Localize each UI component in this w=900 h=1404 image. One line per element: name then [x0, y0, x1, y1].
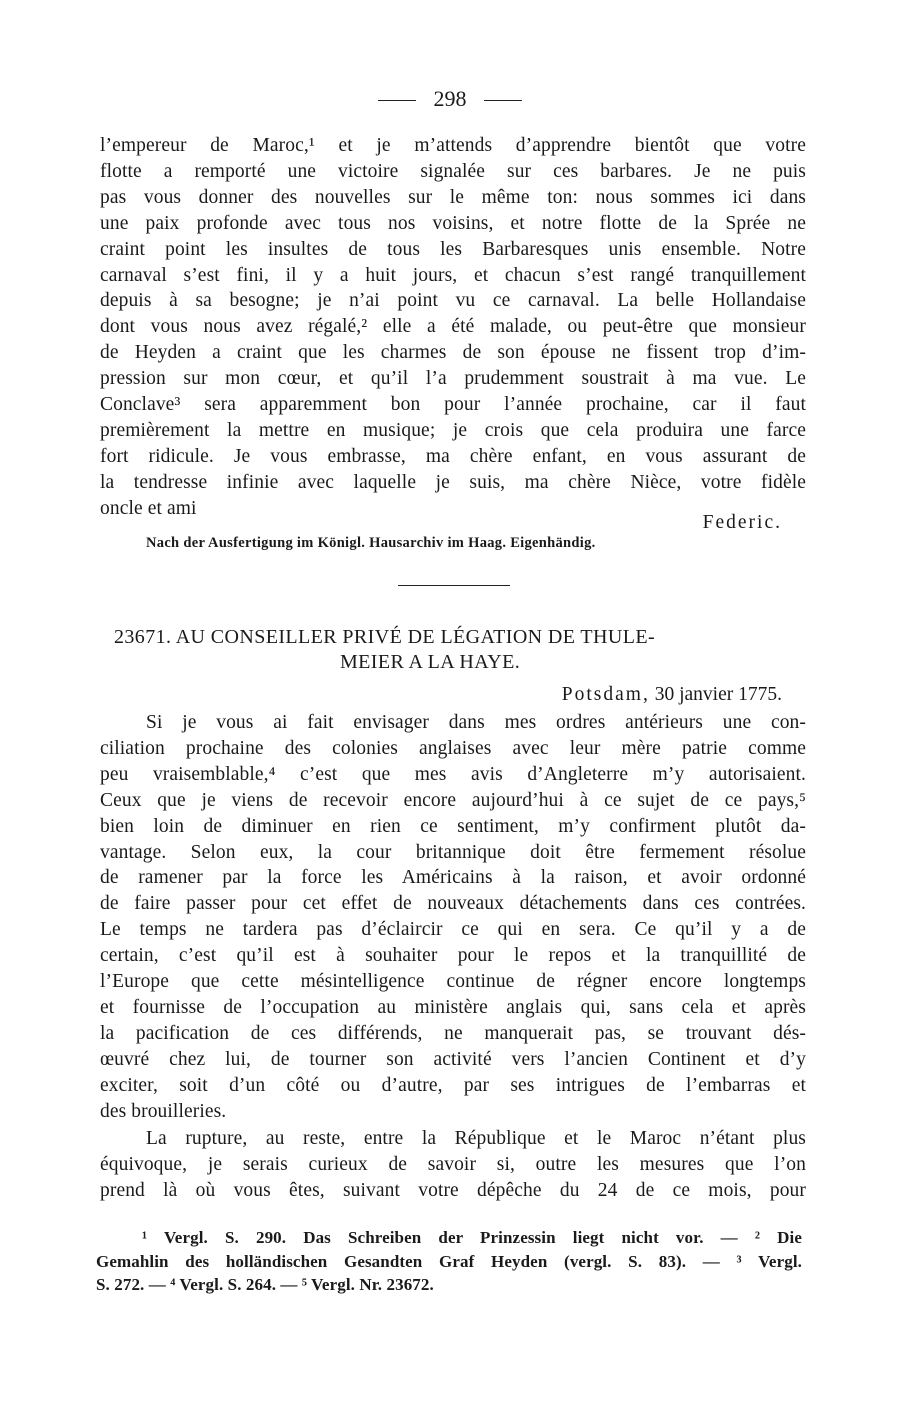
- text-line: craint point les insultes de tous les Barbaresques unis ensemble. Notre: [100, 238, 806, 260]
- paragraph-2: [100, 1126, 806, 1204]
- signature: Federic.: [702, 512, 782, 533]
- text-line: dont vous nous avez régalé,² elle a été malade, ou peut-être que monsieur: [100, 316, 806, 338]
- text-line: de ramener par la force les Américains à la raison, et avoir ordonné: [100, 867, 806, 889]
- text-line: depuis à sa besogne; je n’ai point vu ce carnaval. La belle Hollandaise: [100, 290, 806, 312]
- text-line: de faire passer pour cet effet de nouveaux détachements dans ces contrées.: [100, 893, 806, 915]
- text-line: l’empereur de Maroc,¹ et je m’attends d’apprendre bientôt que votre: [100, 135, 806, 156]
- letter-continuation: [100, 133, 806, 522]
- footnote-line: Gemahlin des holländischen Gesandten Graf Heyden (vergl. S. 83). — ³ Vergl.: [96, 1251, 802, 1271]
- source-note: Nach der Ausfertigung im Königl. Hausarchiv im Haag. Eigenhändig.: [146, 535, 596, 551]
- text-line: exciter, soit d’un côté ou d’autre, par ses intrigues de l’embarras et: [100, 1074, 806, 1096]
- text-line: vantage. Selon eux, la cour britannique doit être fermement résolue: [100, 841, 806, 863]
- text-line: l’Europe que cette mésintelligence continue de régner encore longtemps: [100, 971, 806, 993]
- text-line: ciliation prochaine des colonies anglaises avec leur mère patrie comme: [100, 737, 806, 759]
- section-divider: [398, 585, 510, 586]
- page-header: [0, 86, 900, 112]
- date-place: Potsdam,: [561, 684, 650, 705]
- text-line: peu vraisemblable,⁴ c’est que mes avis d’Angleterre m’y autorisaient.: [100, 763, 806, 785]
- footnotes: [96, 1226, 802, 1297]
- text-line: une paix profonde avec tous nos voisins, et notre flotte de la Sprée ne: [100, 212, 806, 234]
- text-line: et fournisse de l’occupation au ministère anglais qui, sans cela et après: [100, 996, 806, 1018]
- text-line: prend là où vous êtes, suivant votre dépêche du 24 de ce mois, pour: [100, 1179, 806, 1201]
- text-line: oncle et ami: [100, 497, 197, 519]
- page-number: 298: [433, 86, 467, 111]
- text-line: la tendresse infinie avec laquelle je suis, ma chère Nièce, votre fidèle: [100, 471, 806, 493]
- text-line: bien loin de diminuer en rien ce sentiment, m’y confirment plutôt da-: [100, 815, 806, 837]
- text-line: fort ridicule. Je vous embrasse, ma chère enfant, en vous assurant de: [100, 445, 806, 467]
- text-line: flotte a remporté une victoire signalée sur ces barbares. Je ne puis: [100, 160, 806, 182]
- text-line: des brouilleries.: [100, 1100, 227, 1122]
- text-line: de Heyden a craint que les charmes de son épouse ne fissent trop d’im-: [100, 342, 806, 364]
- document-title-line-1: 23671. AU CONSEILLER PRIVÉ DE LÉGATION DE THULE-: [114, 626, 656, 648]
- text-line: premièrement la mettre en musique; je crois que cela produira une farce: [100, 419, 806, 441]
- text-line: Ceux que je viens de recevoir encore aujourd’hui à ce sujet de ce pays,⁵: [100, 789, 806, 811]
- text-line: Le temps ne tardera pas d’éclaircir ce qui en sera. Ce qu’il y a de: [100, 919, 806, 941]
- text-line: la pacification de ces différends, ne manquerait pas, se trouvant dés-: [100, 1022, 806, 1044]
- date-value: 30 janvier 1775.: [654, 684, 782, 705]
- text-line: La rupture, au reste, entre la République et le Maroc n’étant plus: [146, 1128, 806, 1149]
- text-line: pression sur mon cœur, et qu’il l’a prudemment soustrait à ma vue. Le: [100, 368, 806, 390]
- text-line: Conclave³ sera apparemment bon pour l’année prochaine, car il faut: [100, 394, 806, 416]
- text-line: œuvré chez lui, de tourner son activité vers l’ancien Continent et d’y: [100, 1048, 806, 1070]
- text-line: Si je vous ai fait envisager dans mes ordres antérieurs une con-: [146, 712, 806, 733]
- dateline: [562, 684, 782, 706]
- header-dash-left: [378, 100, 416, 101]
- text-line: pas vous donner des nouvelles sur le même ton: nous sommes ici dans: [100, 186, 806, 208]
- text-line: équivoque, je serais curieux de savoir si, outre les mesures que l’on: [100, 1153, 806, 1175]
- footnote-line: S. 272. — ⁴ Vergl. S. 264. — ⁵ Vergl. Nr. 23672.: [96, 1275, 434, 1294]
- text-line: certain, c’est qu’il est à souhaiter pour le repos et la tranquillité de: [100, 945, 806, 967]
- document-title-line-2: MEIER A LA HAYE.: [340, 651, 521, 673]
- footnote-line: ¹ Vergl. S. 290. Das Schreiben der Prinzessin liegt nicht vor. — ² Die: [142, 1228, 802, 1247]
- text-line: carnaval s’est fini, il y a huit jours, et chacun s’est rangé tranquillement: [100, 264, 806, 286]
- paragraph-1: [100, 710, 806, 1125]
- header-dash-right: [484, 100, 522, 101]
